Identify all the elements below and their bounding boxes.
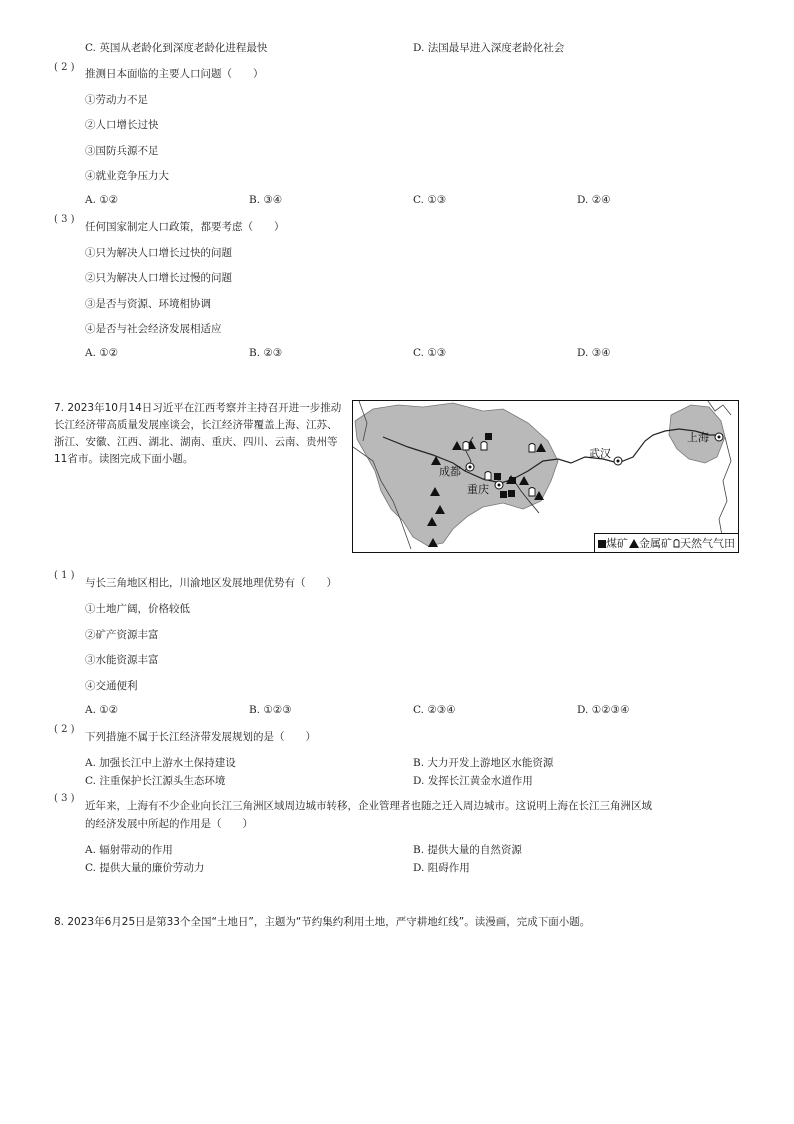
option-c: C. ①③	[413, 347, 447, 359]
choice-item: ③水能资源丰富	[85, 654, 159, 666]
sub-question-number: ( 1 )	[54, 570, 75, 581]
option-c: C. ①③	[413, 194, 447, 206]
choice-item: ①劳动力不足	[85, 94, 148, 106]
gas-field-icon	[485, 472, 491, 481]
legend-coal: 煤矿	[606, 537, 628, 550]
gas-field-icon	[529, 488, 535, 497]
city-icon	[495, 481, 503, 489]
sub-question-number: ( 3 )	[54, 793, 75, 804]
yangtze-economic-belt-map	[352, 400, 739, 553]
option-c: C. 提供大量的廉价劳动力	[85, 862, 205, 874]
sub-question-number: ( 3 )	[54, 214, 75, 225]
option-b: B. ②③	[249, 347, 283, 359]
option-a: A. ①②	[85, 194, 119, 206]
city-label-chongqing: 重庆	[467, 483, 489, 496]
gas-field-icon	[529, 444, 535, 453]
metal-mine-icon	[629, 539, 639, 548]
option-a: A. 辐射带动的作用	[85, 844, 173, 856]
coal-mine-icon	[485, 433, 492, 440]
choice-item: ②矿产资源丰富	[85, 629, 159, 641]
legend-gas: 天然气气田	[680, 537, 735, 550]
city-label-wuhan: 武汉	[589, 447, 611, 460]
sub-question-stem: 近年来，上海有不少企业向长江三角洲区域周边城市转移，企业管理者也随之迁入周边城市。这说明上海在长江三角洲区域	[85, 800, 652, 812]
option-c: C. 英国从老龄化到深度老龄化进程最快	[85, 42, 268, 54]
choice-item: ④是否与社会经济发展相适应	[85, 323, 222, 335]
choice-item: ①土地广阔，价格较低	[85, 603, 190, 615]
sub-question-stem: 与长三角地区相比，川渝地区发展地理优势有（ ）	[85, 577, 337, 589]
option-c: C. 注重保护长江源头生态环境	[85, 775, 226, 787]
option-b: B. ③④	[249, 194, 283, 206]
choice-item: ②只为解决人口增长过慢的问题	[85, 272, 232, 284]
choice-item: ③国防兵源不足	[85, 145, 159, 157]
coal-mine-icon	[494, 473, 501, 480]
choice-item: ④交通便利	[85, 680, 138, 692]
coal-mine-icon	[598, 540, 606, 548]
option-a: A. ①②	[85, 347, 119, 359]
option-d: D. 发挥长江黄金水道作用	[413, 775, 533, 787]
sub-question-number: ( 2 )	[54, 724, 75, 735]
option-a: A. ①②	[85, 704, 119, 716]
gas-field-icon	[481, 442, 487, 451]
question-7-intro: 7. 2023年10月14日习近平在江西考察并主持召开进一步推动长江经济带高质量发展座谈会，长江经济带覆盖上海、江苏、浙江、安徽、江西、湖北、湖南、重庆、四川、云南、贵州等11省市。读图完成下面小题。	[54, 402, 342, 465]
coal-mine-icon	[500, 491, 507, 498]
choice-item: ①只为解决人口增长过快的问题	[85, 247, 232, 259]
map-graphic	[353, 401, 737, 551]
city-label-chengdu: 成都	[439, 465, 461, 478]
question-8-intro: 8. 2023年6月25日是第33个全国“土地日”，主题为“节约集约利用土地，严守耕地红线”。读漫画，完成下面小题。	[54, 916, 591, 928]
sub-question-stem-cont: 的经济发展中所起的作用是（ ）	[85, 818, 253, 830]
option-d: D. ②④	[577, 194, 611, 206]
option-b: B. ①②③	[249, 704, 292, 716]
gas-field-icon	[673, 538, 680, 548]
gas-field-icon	[463, 442, 469, 451]
coal-mine-icon	[508, 490, 515, 497]
option-b: B. 提供大量的自然资源	[413, 844, 522, 856]
choice-item: ③是否与资源、环境相协调	[85, 298, 211, 310]
option-d: D. 阻碍作用	[413, 862, 470, 874]
choice-item: ④就业竞争压力大	[85, 170, 169, 182]
option-b: B. 大力开发上游地区水能资源	[413, 757, 554, 769]
choice-item: ②人口增长过快	[85, 119, 159, 131]
sub-question-number: ( 2 )	[54, 62, 75, 73]
legend-metal: 金属矿	[639, 537, 672, 550]
option-a: A. 加强长江中上游水土保持建设	[85, 757, 236, 769]
option-d: D. ③④	[577, 347, 611, 359]
city-icon	[715, 433, 723, 441]
option-c: C. ②③④	[413, 704, 456, 716]
sub-question-stem: 任何国家制定人口政策，都要考虑（ ）	[85, 221, 285, 233]
city-icon	[466, 463, 474, 471]
city-icon	[614, 457, 622, 465]
sub-question-stem: 推测日本面临的主要人口问题（ ）	[85, 68, 264, 80]
city-label-shanghai: 上海	[687, 431, 709, 444]
option-d: D. 法国最早进入深度老龄化社会	[413, 42, 565, 54]
option-d: D. ①②③④	[577, 704, 630, 716]
map-legend	[594, 533, 738, 552]
sub-question-stem: 下列措施不属于长江经济带发展规划的是（ ）	[85, 731, 316, 743]
